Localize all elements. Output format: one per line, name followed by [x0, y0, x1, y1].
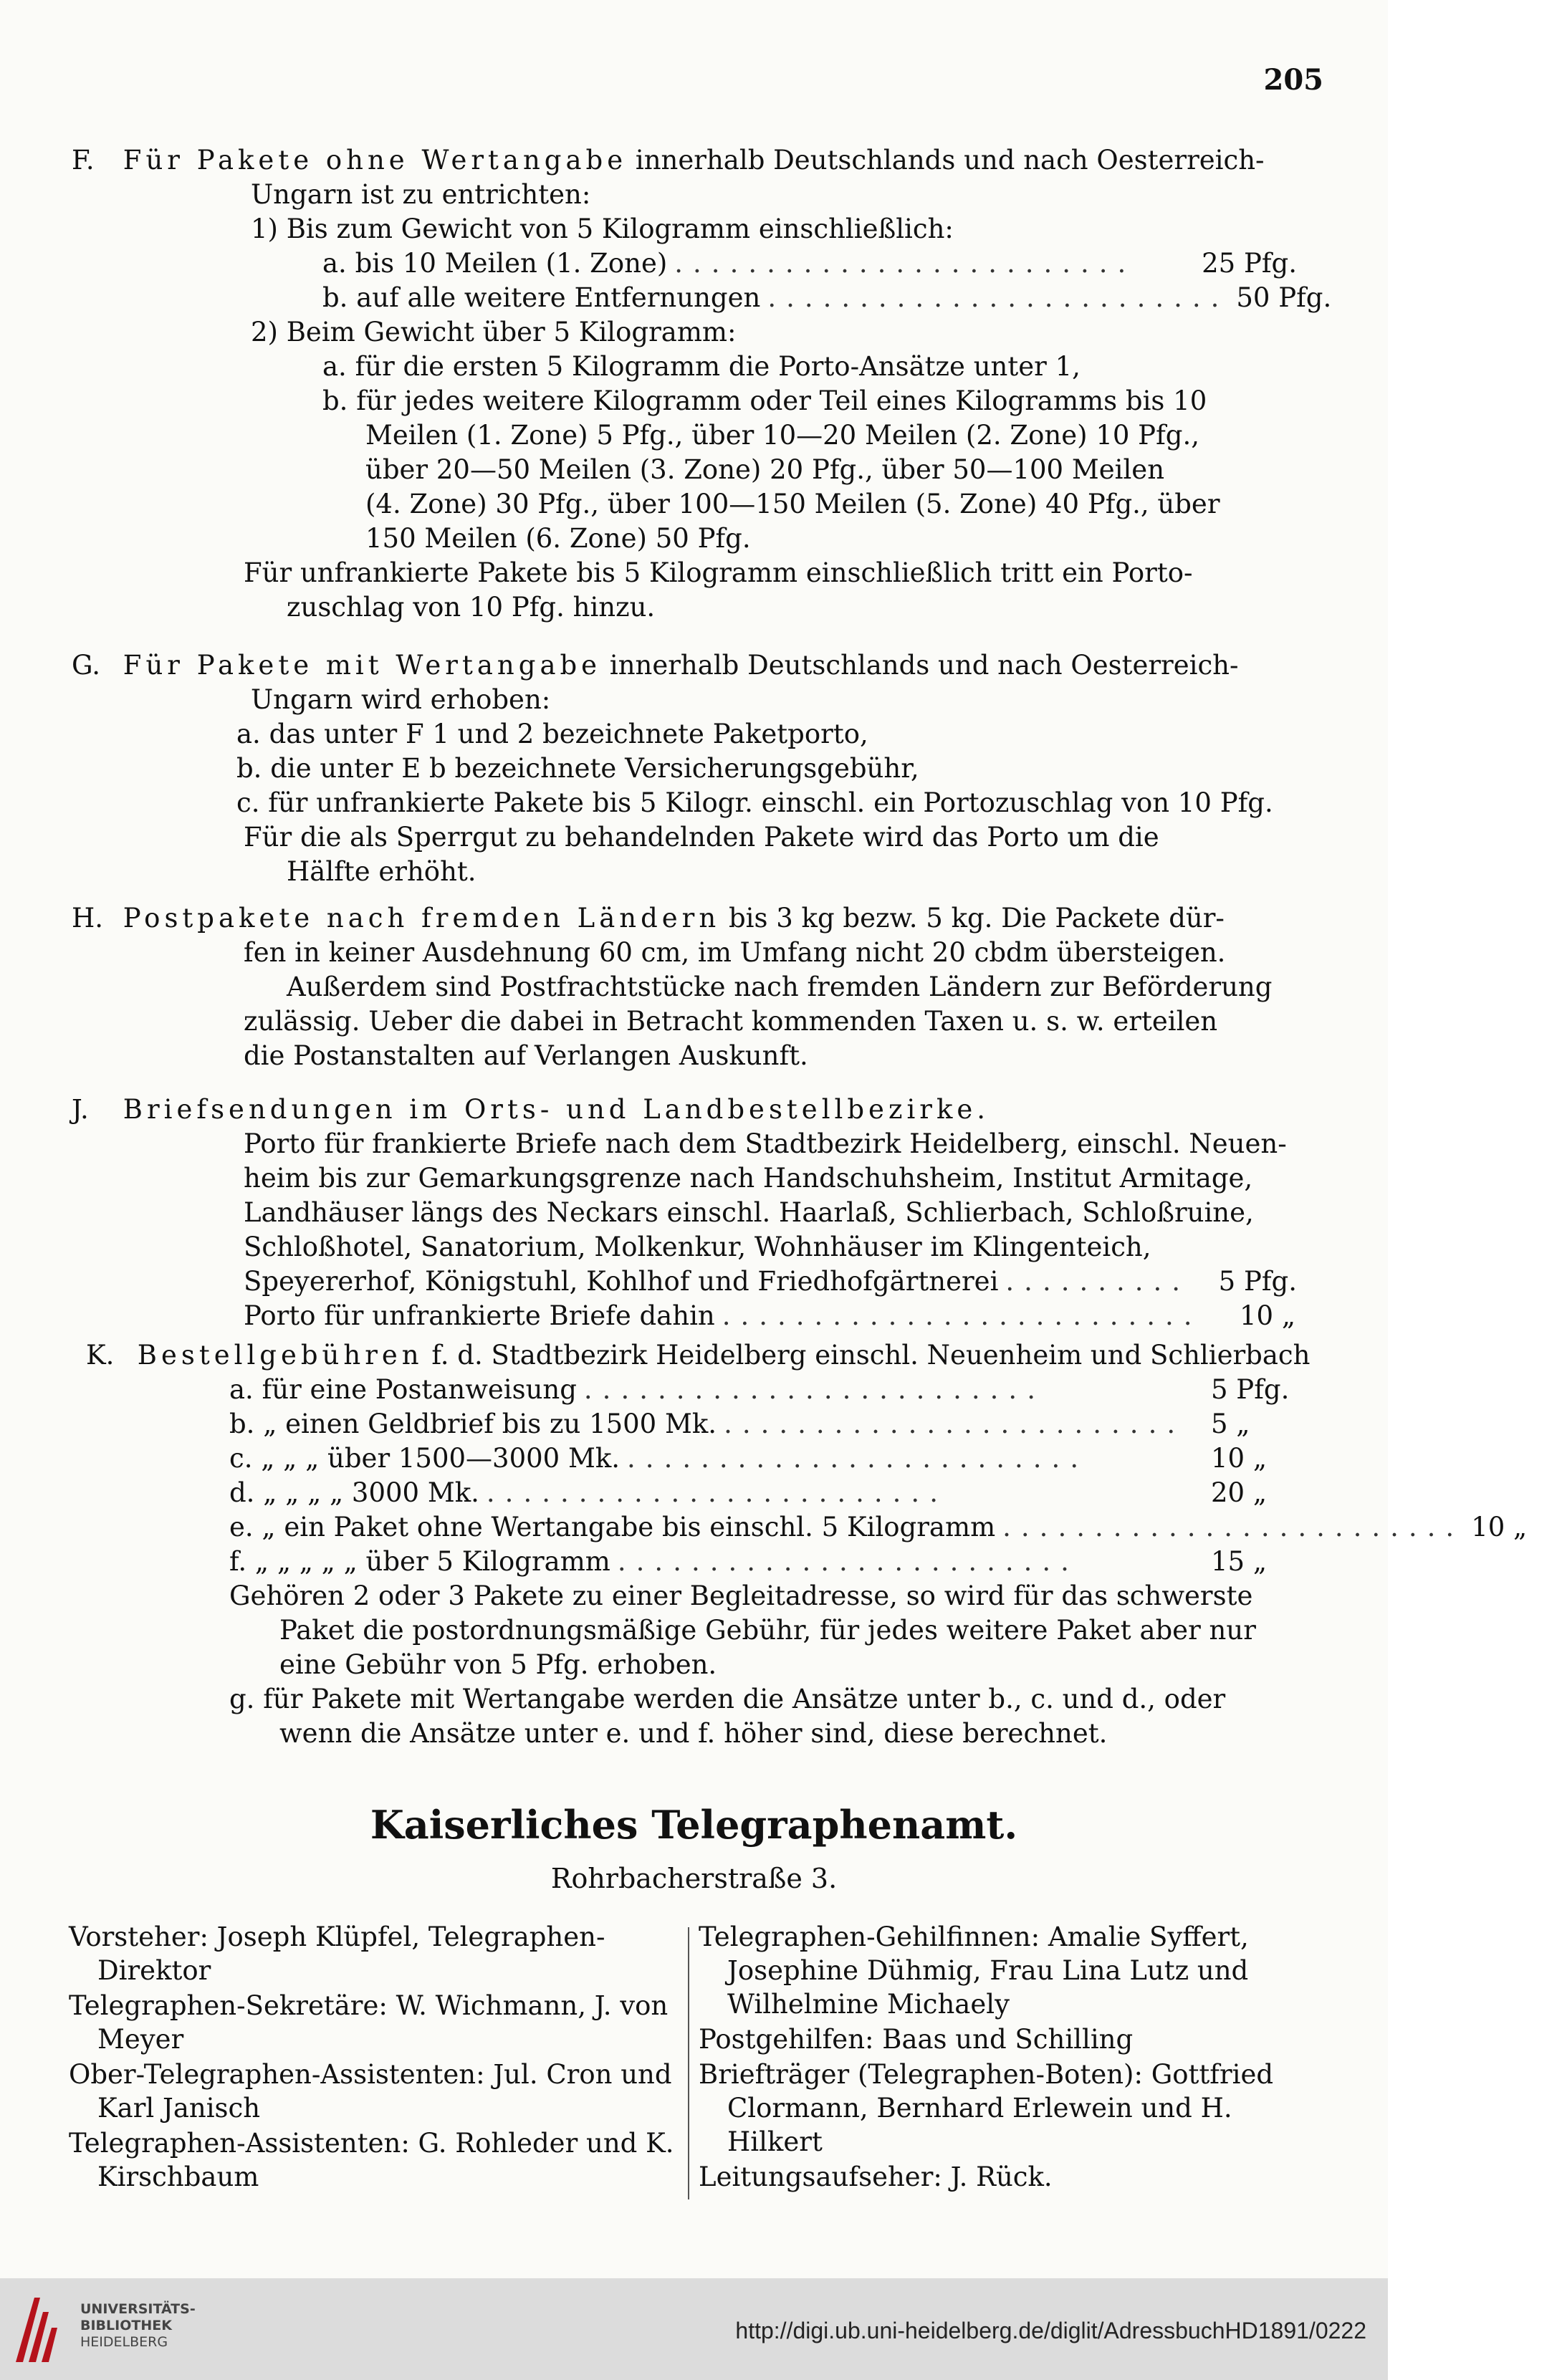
section-f-heading: Für Pakete ohne Wertangabe — [123, 145, 628, 176]
section-f-item-d-4: (4. Zone) 30 Pfg., über 100—150 Meilen (5. Zone) 40 Pfg., über — [365, 489, 1220, 519]
section-h-heading: Postpakete nach fremden Ländern — [123, 903, 721, 934]
section-j-line-5-label: Speyererhof, Königstuhl, Kohlhof und Friedhofgärtnerei — [244, 1266, 999, 1297]
section-h — [72, 901, 1297, 1073]
section-f-heading-rest: innerhalb Deutschlands und nach Oesterreich- — [635, 145, 1265, 176]
office-right-column — [699, 1920, 1308, 2195]
section-j-letter: J. — [72, 1094, 89, 1125]
office-address: Rohrbacherstraße 3. — [550, 1863, 838, 1894]
section-k-heading-rest: f. d. Stadtbezirk Heidelberg einschl. Neuenheim und Schlierbach — [431, 1340, 1311, 1371]
office-left-entry: Telegraphen-Sekretäre: W. Wichmann, J. von Meyer — [69, 1990, 669, 2055]
section-f-item-b: b. auf alle weitere Entfernungen ......................... 50 Pfg. — [79, 281, 1297, 315]
section-k-item-d: d. „ „ „ „ 3000 Mk. ......................... 20 „ — [79, 1476, 1297, 1510]
section-k-note-1: Gehören 2 oder 3 Pakete zu einer Begleitadresse, so wird für das schwerste — [229, 1580, 1253, 1611]
section-f-note-1: Für unfrankierte Pakete bis 5 Kilogramm einschließlich tritt ein Porto- — [244, 557, 1193, 588]
column-divider — [688, 1927, 689, 2199]
section-f-line2: Ungarn ist zu entrichten: — [251, 179, 591, 210]
section-k-item-f-value: 15 „ — [1211, 1546, 1268, 1577]
section-k-heading: Bestellgebühren — [137, 1340, 423, 1371]
section-h-heading-rest: bis 3 kg bezw. 5 kg. Die Packete dür- — [728, 903, 1225, 934]
section-k-item-a-value: 5 Pfg. — [1211, 1374, 1290, 1405]
section-g-heading-rest: innerhalb Deutschlands und nach Oesterreich- — [609, 650, 1239, 681]
section-f-item-a-value: 25 Pfg. — [1202, 248, 1297, 279]
section-k-item-d-label: d. „ „ „ „ 3000 Mk. — [229, 1477, 479, 1508]
section-k — [79, 1338, 1528, 1751]
office-left-entry: Vorsteher: Joseph Klüpfel, Telegraphen-Direktor — [69, 1921, 605, 1986]
section-g-letter: G. — [72, 650, 100, 681]
office-title: Kaiserliches Telegraphenamt. — [370, 1802, 1018, 1848]
section-k-item-b-label: b. „ einen Geldbrief bis zu 1500 Mk. — [229, 1409, 717, 1439]
section-j-line-3: Landhäuser längs des Neckars einschl. Haarlaß, Schlierbach, Schloßruine, — [244, 1197, 1254, 1228]
source-url-link[interactable]: http://digi.ub.uni-heidelberg.de/diglit/AdressbuchHD1891/0222 — [735, 2318, 1366, 2343]
section-g-item-b: b. die unter E b bezeichnete Versicherungsgebühr, — [236, 753, 919, 784]
library-name-line-3: HEIDELBERG — [80, 2334, 168, 2350]
section-f-letter: F. — [72, 145, 95, 176]
section-f-item-d-2: Meilen (1. Zone) 5 Pfg., über 10—20 Meilen (2. Zone) 10 Pfg., — [365, 420, 1199, 451]
section-j-line-4: Schloßhotel, Sanatorium, Molkenkur, Wohnhäuser im Klingenteich, — [244, 1232, 1151, 1262]
section-j-line-5: Speyererhof, Königstuhl, Kohlhof und Friedhofgärtnerei .......... 5 Pfg. — [79, 1265, 1297, 1299]
section-k-item-c-value: 10 „ — [1211, 1443, 1268, 1474]
section-j-line-6-value: 10 „ — [1240, 1300, 1296, 1331]
section-h-line2: fen in keiner Ausdehnung 60 cm, im Umfang nicht 20 cbdm übersteigen. — [244, 937, 1226, 968]
section-f-item-d-5: 150 Meilen (6. Zone) 50 Pfg. — [365, 523, 751, 554]
section-g-note-1: Für die als Sperrgut zu behandelnden Pakete wird das Porto um die — [244, 822, 1159, 853]
office-right-entry: Leitungsaufseher: J. Rück. — [699, 2161, 1053, 2192]
section-k-letter: K. — [86, 1340, 115, 1371]
section-f-item-c: a. für die ersten 5 Kilogramm die Porto-Ansätze unter 1, — [322, 351, 1081, 382]
section-j-line-5-value: 5 Pfg. — [1218, 1266, 1297, 1297]
office-left-column — [69, 1920, 678, 2195]
library-name — [80, 2301, 196, 2351]
section-k-item-f-label: f. „ „ „ „ „ über 5 Kilogramm — [229, 1546, 610, 1577]
section-f-note-2: zuschlag von 10 Pfg. hinzu. — [287, 592, 656, 623]
section-h-letter: H. — [72, 903, 104, 934]
section-k-item-d-value: 20 „ — [1211, 1477, 1268, 1508]
section-j-line-6: Porto für unfrankierte Briefe dahin .......................... 10 „ — [79, 1299, 1297, 1333]
section-f-item-d-3: über 20—50 Meilen (3. Zone) 20 Pfg., über 50—100 Meilen — [365, 454, 1165, 485]
section-k-item-b-value: 5 „ — [1211, 1409, 1250, 1439]
section-k-item-c: c. „ „ „ über 1500—3000 Mk. ......................... 10 „ — [79, 1441, 1297, 1476]
section-f-sub1: 1) Bis zum Gewicht von 5 Kilogramm einschließlich: — [251, 213, 954, 244]
section-g-note-2: Hälfte erhöht. — [287, 856, 476, 887]
section-f-item-d-1: b. für jedes weitere Kilogramm oder Teil eines Kilogramms bis 10 — [322, 385, 1207, 416]
section-h-para-1: Außerdem sind Postfrachtstücke nach fremden Ländern zur Beförderung — [287, 971, 1273, 1002]
section-f-item-b-value: 50 Pfg. — [1236, 282, 1332, 313]
section-g-item-a: a. das unter F 1 und 2 bezeichnete Paketporto, — [236, 719, 868, 749]
section-k-item-g-2: wenn die Ansätze unter e. und f. höher sind, diese berechnet. — [279, 1718, 1108, 1749]
library-name-line-1: UNIVERSITÄTS- — [80, 2301, 196, 2317]
section-k-item-a: a. für eine Postanweisung ......................... 5 Pfg. — [79, 1373, 1297, 1407]
office-right-entry: Postgehilfen: Baas und Schilling — [699, 2024, 1134, 2055]
section-g — [72, 648, 1297, 889]
page-number: 205 — [1263, 63, 1323, 97]
section-k-item-c-label: c. „ „ „ über 1500—3000 Mk. — [229, 1443, 621, 1474]
section-k-item-e-label: e. „ ein Paket ohne Wertangabe bis einschl. 5 Kilogramm — [229, 1512, 996, 1542]
section-j-line-2: heim bis zur Gemarkungsgrenze nach Handschuhsheim, Institut Armitage, — [244, 1163, 1253, 1194]
section-h-para-3: die Postanstalten auf Verlangen Auskunft. — [244, 1040, 808, 1071]
section-g-heading: Für Pakete mit Wertangabe — [123, 650, 602, 681]
section-j — [72, 1093, 1297, 1333]
section-h-para-2: zulässig. Ueber die dabei in Betracht kommenden Taxen u. s. w. erteilen — [244, 1006, 1218, 1037]
office-left-entry: Telegraphen-Assistenten: G. Rohleder und K. Kirschbaum — [69, 2128, 674, 2192]
section-k-item-e-value: 10 „ — [1471, 1512, 1528, 1542]
section-k-item-e: e. „ ein Paket ohne Wertangabe bis einschl. 5 Kilogramm ......................... 10 „ — [79, 1510, 1297, 1545]
section-j-line-6-label: Porto für unfrankierte Briefe dahin — [244, 1300, 715, 1331]
office-left-entry: Ober-Telegraphen-Assistenten: Jul. Cron und Karl Janisch — [69, 2059, 672, 2124]
section-k-item-g-1: g. für Pakete mit Wertangabe werden die Ansätze unter b., c. und d., oder — [229, 1684, 1226, 1714]
section-k-item-f: f. „ „ „ „ „ über 5 Kilogramm ......................... 15 „ — [79, 1545, 1297, 1579]
section-f-item-a-label: a. bis 10 Meilen (1. Zone) — [322, 248, 668, 279]
section-f-item-b-label: b. auf alle weitere Entfernungen — [322, 282, 761, 313]
section-f-sub2: 2) Beim Gewicht über 5 Kilogramm: — [251, 317, 737, 347]
section-f — [72, 143, 1332, 625]
office-right-entry: Briefträger (Telegraphen-Boten): Gottfried Clormann, Bernhard Erlewein und H. Hilkert — [699, 2059, 1274, 2157]
office-right-entry: Telegraphen-Gehilfinnen: Amalie Syffert, Josephine Dühmig, Frau Lina Lutz und Wilhelmine Michaely — [699, 1921, 1249, 2020]
section-k-item-a-label: a. für eine Postanweisung — [229, 1374, 577, 1405]
section-g-line2: Ungarn wird erhoben: — [251, 684, 551, 715]
section-k-item-b: b. „ einen Geldbrief bis zu 1500 Mk. ......................... 5 „ — [79, 1407, 1297, 1441]
section-k-note-2: Paket die postordnungsmäßige Gebühr, für jedes weitere Paket aber nur — [279, 1615, 1256, 1646]
section-g-item-c: c. für unfrankierte Pakete bis 5 Kilogr. einschl. ein Portozuschlag von 10 Pfg. — [236, 787, 1273, 818]
section-j-heading: Briefsendungen im Orts- und Landbestellbezirke. — [123, 1094, 990, 1125]
section-j-line-1: Porto für frankierte Briefe nach dem Stadtbezirk Heidelberg, einschl. Neuen- — [244, 1128, 1287, 1159]
library-name-line-2: BIBLIOTHEK — [80, 2318, 172, 2333]
section-k-note-3: eine Gebühr von 5 Pfg. erhoben. — [279, 1649, 717, 1680]
university-library-logo-icon — [13, 2290, 62, 2369]
section-f-item-a: a. bis 10 Meilen (1. Zone) ......................... 25 Pfg. — [79, 246, 1297, 281]
